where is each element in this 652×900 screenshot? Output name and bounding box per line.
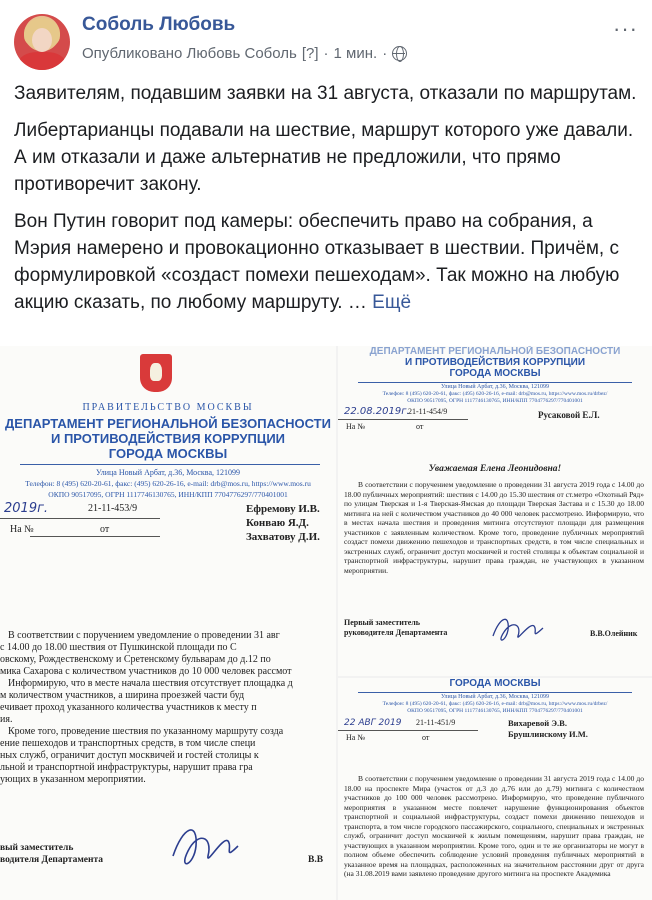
doc-left-body-line-8: ия. bbox=[0, 714, 13, 725]
doc-left-body-line-2: с 14.00 до 18.00 шествия от Пушкинской площади по С bbox=[0, 642, 237, 653]
doc-rb-number: 21-11-451/9 bbox=[416, 718, 456, 727]
doc-rb-body: В соответствии с поручением уведомление о проведении 31 августа 2019 года с 14.00 до 18.00 на проспекте Мира (участок от д.3 до д.76 или до д.79) митинга с количеством участников до 100 000 человек рассмотрено. Информирую, что проведение публичного мероприятия в указанном месте повлечет нарушение функционирования объектов транспортной и социальной инфраструктуры, создаст помехи движению пешеходов и транспорта, в том числе городского пассажирского, социального, специальных и экстренных служб, ограничит доступ москвичей к жилым помещениям, нарушит права граждан, не участвующих в указанном мероприятии. Кроме того, один и те же организаторы не могут в полном объеме обеспечить соблюдение условий проведения публичных мероприятий в указанное время на площадках, расположенных на значительном расстоянии друг от друга (на 31.08.2019 вами заявлено проведение другого митинга на проспекте Академика bbox=[344, 774, 644, 878]
doc-left-signer bbox=[0, 842, 103, 866]
doc-left-signer-line-2: водителя Департамента bbox=[0, 855, 104, 865]
document-photo-right-bottom[interactable] bbox=[338, 678, 652, 900]
doc-left-signer-name: В.В bbox=[308, 855, 324, 865]
doc-rt-dept bbox=[338, 346, 652, 379]
doc-rb-addressees bbox=[508, 718, 588, 740]
post-header bbox=[0, 0, 652, 80]
doc-rt-signer-line-1: Первый заместитель bbox=[344, 618, 420, 627]
doc-rt-number-line bbox=[338, 419, 468, 420]
doc-rt-signer-name: В.В.Олейник bbox=[590, 629, 638, 638]
avatar-face bbox=[32, 28, 52, 52]
post-paragraph-1: Заявителям, подавшим заявки на 31 августа, отказали по маршрутам. bbox=[14, 83, 637, 104]
doc-left-number-line bbox=[0, 518, 160, 519]
doc-rt-address: Улица Новый Арбат, д.36, Москва, 121099 bbox=[440, 384, 549, 390]
doc-left-dept bbox=[0, 416, 336, 461]
doc-left-number: 21-11-453/9 bbox=[88, 503, 138, 514]
doc-rt-dept-line-3: ГОРОДА МОСКВЫ bbox=[449, 368, 541, 379]
globe-icon[interactable] bbox=[392, 46, 407, 61]
meta-separator-2: · bbox=[382, 45, 388, 62]
doc-left-dept-line-2: И ПРОТИВОДЕЙСТВИЯ КОРРУПЦИИ bbox=[51, 431, 285, 446]
doc-rb-codes: ОКПО 90517095, ОГРН 1117746130765, ИНН/КПП 7704776297/770401001 bbox=[407, 708, 583, 714]
doc-rt-number: 21-11-454/9 bbox=[408, 407, 448, 416]
doc-left-addressee-2: Конваю Я.Д. bbox=[246, 517, 309, 529]
doc-rt-signature-icon bbox=[488, 608, 548, 648]
doc-left-body-line-1: В соответствии с поручением уведомление о проведении 31 авг bbox=[8, 630, 280, 641]
doc-left-address: Улица Новый Арбат, д.36, Москва, 121099 bbox=[95, 468, 240, 477]
moscow-emblem-icon bbox=[140, 354, 172, 392]
doc-left-body-line-11: ных служб, ограничит доступ москвичей и гостей столицы к bbox=[0, 750, 259, 761]
post-paragraph-3-text: Вон Путин говорит под камеры: обеспечить право на собрания, а Мэрия намерено и провокационно отказывает в шествии. Причём, с формулировкой «создаст помехи пешеходам». Так можно на любую акцию сказать, по любому маршруту. … bbox=[14, 211, 620, 313]
doc-rt-greeting: Уважаемая Елена Леонидовна! bbox=[428, 464, 562, 474]
doc-left-body-line-3: овскому, Рождественскому и Сретенскому бульварам до д.12 по bbox=[0, 654, 271, 665]
doc-left-dept-line-1: ДЕПАРТАМЕНТ РЕГИОНАЛЬНОЙ БЕЗОПАСНОСТИ bbox=[5, 416, 331, 431]
doc-rt-na: На № bbox=[346, 422, 365, 431]
doc-left-na-line bbox=[30, 536, 160, 537]
document-photo-right-top[interactable] bbox=[338, 346, 652, 676]
doc-left-codes: ОКПО 90517095, ОГРН 1117746130765, ИНН/КПП 7704776297/770401001 bbox=[48, 490, 288, 499]
doc-left-ot: от bbox=[100, 524, 110, 535]
doc-rt-divider bbox=[358, 382, 632, 383]
doc-left-na: На № bbox=[10, 524, 34, 535]
post-meta bbox=[82, 45, 407, 62]
document-photo-left[interactable] bbox=[0, 346, 336, 900]
doc-rb-addressee-2: Брушлинскому И.М. bbox=[508, 729, 588, 739]
doc-left-divider bbox=[20, 464, 320, 465]
doc-rt-ot: от bbox=[416, 422, 424, 431]
doc-rt-signer bbox=[344, 618, 447, 638]
doc-left-addressees bbox=[246, 502, 320, 544]
doc-rb-city: ГОРОДА МОСКВЫ bbox=[449, 678, 541, 689]
post-paragraph-3 bbox=[14, 208, 638, 316]
doc-left-body-line-5: Информирую, что в месте начала шествия отсутствует площадка д bbox=[8, 678, 293, 689]
doc-rt-codes: ОКПО 90517095, ОГРН 1117746130765, ИНН/КПП 7704776297/770401001 bbox=[407, 398, 583, 404]
doc-rb-divider bbox=[358, 692, 632, 693]
doc-left-signature-icon bbox=[168, 816, 248, 876]
doc-rb-date: 22 АВГ 2019 bbox=[344, 718, 402, 728]
doc-left-gov: ПРАВИТЕЛЬСТВО МОСКВЫ bbox=[82, 402, 254, 413]
doc-rt-addressee: Русаковой Е.Л. bbox=[538, 410, 600, 420]
doc-left-addressee-1: Ефремову И.В. bbox=[246, 503, 320, 515]
doc-rt-date: 22.08.2019г. bbox=[344, 406, 410, 417]
help-marker[interactable]: [?] bbox=[301, 45, 319, 62]
doc-rb-address: Улица Новый Арбат, д.36, Москва, 121099 bbox=[440, 694, 549, 700]
doc-left-body-line-10: ение пешеходов и транспортных средств, в том числе специ bbox=[0, 738, 256, 749]
doc-rt-signer-line-2: руководителя Департамента bbox=[344, 628, 448, 637]
doc-rt-dept-line-2: И ПРОТИВОДЕЙСТВИЯ КОРРУПЦИИ bbox=[405, 357, 585, 368]
doc-left-body bbox=[0, 630, 336, 786]
doc-rt-contacts: Телефон: 8 (495) 620-20-61, факс: (495) 620-26-16, e-mail: drb@mos.ru, https://www.mos.ru/drbez/ bbox=[382, 391, 608, 397]
doc-left-addressee-3: Захватову Д.И. bbox=[246, 531, 320, 543]
doc-rt-dept-line-1: ДЕПАРТАМЕНТ РЕГИОНАЛЬНОЙ БЕЗОПАСНОСТИ bbox=[369, 346, 621, 357]
doc-rb-contacts: Телефон: 8 (495) 620-20-61, факс: (495) 620-26-16, e-mail: drb@mos.ru, https://www.mos.ru/drbez/ bbox=[382, 701, 608, 707]
doc-left-date: 2019г. bbox=[4, 501, 49, 516]
post-paragraph-2: Либертарианцы подавали на шествие, маршрут которого уже давали. А им отказали и даже альтернатив не предложили, что прямо противоречит закону. bbox=[14, 120, 634, 195]
avatar-shirt bbox=[18, 52, 66, 70]
doc-rb-ot: от bbox=[422, 733, 430, 742]
doc-left-body-line-4: мика Сахарова с количеством участников до 10 000 человек рассмот bbox=[0, 666, 292, 677]
post-time[interactable]: 1 мин. bbox=[333, 45, 378, 62]
doc-left-dept-line-3: ГОРОДА МОСКВЫ bbox=[108, 446, 228, 461]
photo-attachments[interactable] bbox=[0, 346, 652, 900]
doc-rb-number-line bbox=[338, 730, 478, 731]
avatar[interactable] bbox=[14, 14, 70, 70]
see-more-link[interactable]: Ещё bbox=[372, 292, 412, 313]
doc-left-signer-line-1: вый заместитель bbox=[0, 843, 74, 853]
published-by: Опубликовано Любовь Соболь bbox=[82, 45, 297, 62]
doc-rt-body: В соответствии с поручением уведомление о проведении 31 августа 2019 года с 14.00 до 18.00 публичных мероприятий: шествия с 14.00 до 15.30 шествия от ст.метро «Охотный Ряд» по улицам Тверская и 1-я Тверская-Ямская до площади Тверская Застава и с 15.30 до 18.00 митинга на ней с количеством участников до 40 000 человек рассмотрено. Информирую, что в местах начала шествия и проведения митинга отсутствуют площади для размещения участников с заявленным количеством. Кроме того, проведение публичных мероприятий создаст помехи движению пешеходов и транспортных средств, в том числе специальных и экстренных служб, ограничит доступ москвичей и гостей столицы к объектам социальной и транспортной инфраструктуры, нарушит права граждан, не участвующих в указанном мероприятии. bbox=[344, 480, 644, 575]
doc-rb-addressee-1: Вихаревой Э.В. bbox=[508, 718, 567, 728]
doc-left-body-line-7: ечивает проход указанного количества участников к месту п bbox=[0, 702, 257, 713]
author-name[interactable]: Соболь Любовь bbox=[82, 14, 236, 35]
doc-left-contacts: Телефон: 8 (495) 620-20-61, факс: (495) 620-26-16, e-mail: drb@mos.ru, https://www.mos.ru bbox=[25, 479, 311, 488]
doc-rb-na: На № bbox=[346, 733, 365, 742]
doc-left-body-line-12: льной и транспортной инфраструктуры, нарушит права гра bbox=[0, 762, 253, 773]
meta-separator: · bbox=[323, 45, 329, 62]
doc-left-body-line-9: Кроме того, проведение шествия по указанному маршруту созда bbox=[8, 726, 284, 737]
doc-left-body-line-6: м количеством участников, а ширина проезжей части буд bbox=[0, 690, 245, 701]
more-options-icon[interactable]: ··· bbox=[613, 16, 638, 41]
post-body bbox=[14, 80, 638, 326]
doc-left-body-line-13: ующих в указанном мероприятии. bbox=[0, 774, 146, 785]
